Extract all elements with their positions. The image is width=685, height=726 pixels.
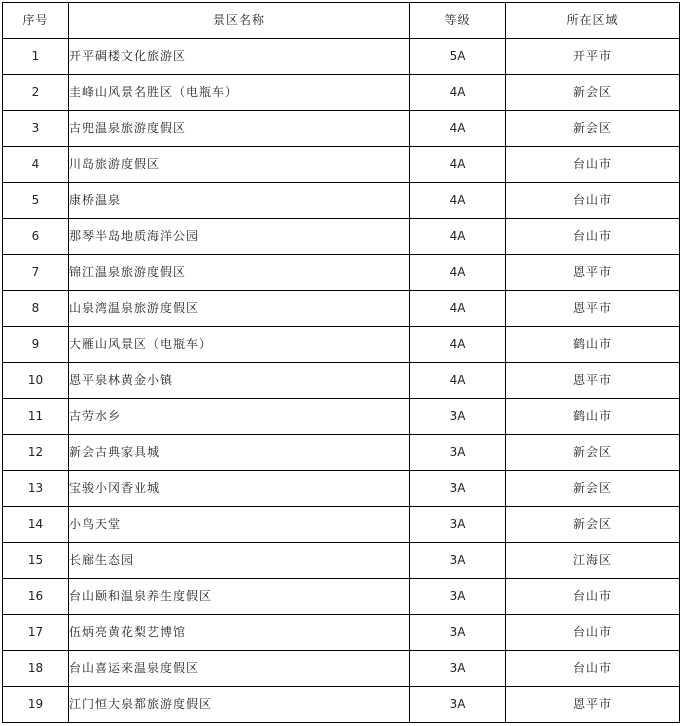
- cell-grade: 4A: [410, 111, 506, 147]
- cell-no: 16: [3, 579, 69, 615]
- table-row: [3, 687, 680, 723]
- cell-name: 川岛旅游度假区: [69, 147, 410, 183]
- cell-area: 新会区: [506, 75, 680, 111]
- cell-name: 山泉湾温泉旅游度假区: [69, 291, 410, 327]
- cell-name: 新会古典家具城: [69, 435, 410, 471]
- cell-grade: 3A: [410, 615, 506, 651]
- cell-grade: 3A: [410, 543, 506, 579]
- cell-area: 鹤山市: [506, 327, 680, 363]
- cell-name: 古兜温泉旅游度假区: [69, 111, 410, 147]
- cell-name: 开平碉楼文化旅游区: [69, 39, 410, 75]
- cell-grade: 3A: [410, 435, 506, 471]
- table-row: [3, 219, 680, 255]
- cell-name: 长廊生态园: [69, 543, 410, 579]
- cell-no: 15: [3, 543, 69, 579]
- cell-name: 圭峰山风景名胜区（电瓶车）: [69, 75, 410, 111]
- header-name: 景区名称: [69, 3, 410, 39]
- table-row: [3, 579, 680, 615]
- cell-grade: 4A: [410, 219, 506, 255]
- cell-area: 新会区: [506, 471, 680, 507]
- cell-grade: 4A: [410, 291, 506, 327]
- cell-area: 恩平市: [506, 291, 680, 327]
- table-row: [3, 183, 680, 219]
- cell-grade: 3A: [410, 399, 506, 435]
- table-row: [3, 75, 680, 111]
- table-row: [3, 111, 680, 147]
- cell-area: 恩平市: [506, 363, 680, 399]
- cell-area: 台山市: [506, 651, 680, 687]
- cell-grade: 5A: [410, 39, 506, 75]
- cell-no: 11: [3, 399, 69, 435]
- table-row: [3, 39, 680, 75]
- header-no: 序号: [3, 3, 69, 39]
- table-row: [3, 255, 680, 291]
- cell-area: 新会区: [506, 435, 680, 471]
- table-row: [3, 651, 680, 687]
- table-body: [3, 39, 680, 723]
- cell-name: 江门恒大泉都旅游度假区: [69, 687, 410, 723]
- table-row: [3, 291, 680, 327]
- cell-no: 1: [3, 39, 69, 75]
- cell-no: 13: [3, 471, 69, 507]
- cell-name: 伍炳亮黄花梨艺博馆: [69, 615, 410, 651]
- cell-no: 8: [3, 291, 69, 327]
- table-row: [3, 327, 680, 363]
- cell-area: 江海区: [506, 543, 680, 579]
- cell-area: 台山市: [506, 183, 680, 219]
- cell-area: 台山市: [506, 147, 680, 183]
- table-header-row: [3, 3, 680, 39]
- table-row: [3, 471, 680, 507]
- cell-no: 14: [3, 507, 69, 543]
- cell-grade: 4A: [410, 255, 506, 291]
- cell-area: 开平市: [506, 39, 680, 75]
- cell-no: 4: [3, 147, 69, 183]
- cell-name: 小鸟天堂: [69, 507, 410, 543]
- cell-no: 10: [3, 363, 69, 399]
- cell-area: 台山市: [506, 219, 680, 255]
- cell-name: 古劳水乡: [69, 399, 410, 435]
- cell-name: 锦江温泉旅游度假区: [69, 255, 410, 291]
- table-row: [3, 543, 680, 579]
- cell-grade: 4A: [410, 147, 506, 183]
- cell-area: 台山市: [506, 579, 680, 615]
- cell-name: 台山颐和温泉养生度假区: [69, 579, 410, 615]
- cell-area: 新会区: [506, 111, 680, 147]
- header-area: 所在区域: [506, 3, 680, 39]
- cell-grade: 4A: [410, 363, 506, 399]
- table-row: [3, 435, 680, 471]
- cell-area: 恩平市: [506, 255, 680, 291]
- table-row: [3, 615, 680, 651]
- table-row: [3, 507, 680, 543]
- cell-grade: 3A: [410, 651, 506, 687]
- cell-no: 6: [3, 219, 69, 255]
- cell-name: 宝骏小冈香业城: [69, 471, 410, 507]
- cell-no: 2: [3, 75, 69, 111]
- cell-no: 18: [3, 651, 69, 687]
- table-row: [3, 363, 680, 399]
- cell-area: 鹤山市: [506, 399, 680, 435]
- scenic-spots-table: [2, 2, 680, 723]
- cell-area: 台山市: [506, 615, 680, 651]
- cell-area: 恩平市: [506, 687, 680, 723]
- cell-grade: 3A: [410, 507, 506, 543]
- cell-grade: 3A: [410, 579, 506, 615]
- cell-name: 大雁山风景区（电瓶车）: [69, 327, 410, 363]
- cell-no: 19: [3, 687, 69, 723]
- cell-no: 3: [3, 111, 69, 147]
- cell-name: 台山喜运来温泉度假区: [69, 651, 410, 687]
- cell-name: 康桥温泉: [69, 183, 410, 219]
- cell-grade: 4A: [410, 327, 506, 363]
- cell-no: 17: [3, 615, 69, 651]
- table-row: [3, 399, 680, 435]
- cell-name: 恩平泉林黄金小镇: [69, 363, 410, 399]
- cell-grade: 3A: [410, 471, 506, 507]
- cell-no: 9: [3, 327, 69, 363]
- header-grade: 等级: [410, 3, 506, 39]
- cell-no: 12: [3, 435, 69, 471]
- table-row: [3, 147, 680, 183]
- cell-grade: 4A: [410, 183, 506, 219]
- cell-name: 那琴半岛地质海洋公园: [69, 219, 410, 255]
- cell-no: 7: [3, 255, 69, 291]
- cell-no: 5: [3, 183, 69, 219]
- cell-area: 新会区: [506, 507, 680, 543]
- cell-grade: 3A: [410, 687, 506, 723]
- cell-grade: 4A: [410, 75, 506, 111]
